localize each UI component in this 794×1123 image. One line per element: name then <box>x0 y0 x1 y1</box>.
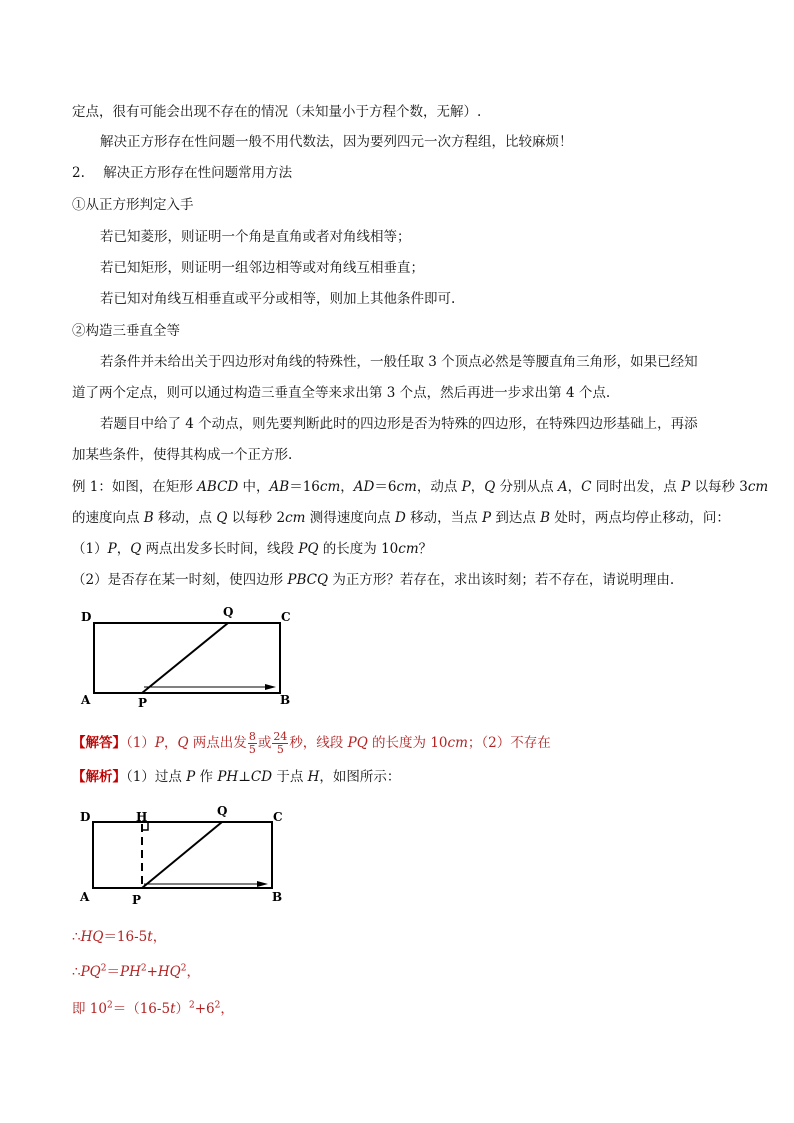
example-line: 的速度向点 B 移动，点 Q 以每秒 2cm 测得速度向点 D 移动，当点 P 到达点 B 处时，两点均停止移动，问： <box>72 510 730 526</box>
label-b: B <box>280 693 291 707</box>
example-line: 例 1：如图，在矩形 ABCD 中，AB＝16cm，AD＝6cm，动点 P，Q 分别从点 A，C 同时出发，点 P 以每秒 3cm <box>72 479 769 495</box>
method-heading: ①从正方形判定入手 <box>72 197 194 213</box>
paragraph-line: 若已知对角线互相垂直或平分或相等，则加上其他条件即可. <box>100 291 456 307</box>
arrow-head-icon <box>257 881 268 887</box>
question-1: （1）P，Q 两点出发多长时间，线段 PQ 的长度为 10cm？ <box>72 541 433 557</box>
arrow-head-icon <box>265 684 276 690</box>
label-c: C <box>281 610 291 624</box>
paragraph-line: 定点，很有可能会出现不存在的情况（未知量小于方程个数，无解）. <box>72 104 482 120</box>
label-c: C <box>273 810 283 824</box>
analysis-tag: 【解析】 <box>72 769 126 785</box>
paragraph-line: 道了两个定点，则可以通过构造三垂直全等来求出第 3 个点，然后再进一步求出第 4 个点. <box>72 385 611 401</box>
solution-step-1: ∴HQ＝16-5t， <box>72 929 167 945</box>
solution-step-2: $\therefore PQ^2=PH^2+HQ^2$， <box>72 963 200 980</box>
rectangle-abcd <box>94 623 280 693</box>
paragraph-line: 解决正方形存在性问题一般不用代数法，因为要列四元一次方程组，比较麻烦！ <box>100 134 573 150</box>
solution-step-3: 即 $10^2=(16-5t)^2+6^2$， <box>72 1000 234 1017</box>
label-b: B <box>272 890 283 904</box>
section-title: 解决正方形存在性问题常用方法 <box>103 165 293 181</box>
section-heading <box>72 164 292 182</box>
label-d: D <box>81 610 92 624</box>
figure-2-rectangle <box>72 800 302 912</box>
answer-tag: 【解答】 <box>72 735 126 751</box>
answer-line: 【解答】（1）P，Q 两点出发 $\frac{8}{5}$ 或 $\frac{24}{5}$ 秒，线段 PQ 的长度为 10cm；（2）不存在 <box>72 730 551 756</box>
paragraph-line: 若已知矩形，则证明一组邻边相等或对角线互相垂直； <box>100 260 424 276</box>
label-p: P <box>138 696 148 710</box>
paragraph-line: 若已知菱形，则证明一个角是直角或者对角线相等； <box>100 229 411 245</box>
label-q: Q <box>223 605 234 619</box>
label-h: H <box>136 810 148 824</box>
label-q: Q <box>217 804 228 818</box>
label-d: D <box>80 810 91 824</box>
method-heading: ②构造三垂直全等 <box>72 323 180 339</box>
paragraph-line: 加某些条件，使得其构成一个正方形. <box>72 447 293 463</box>
paragraph-line: 若条件并未给出关于四边形对角线的特殊性，一般任取 3 个顶点必然是等腰直角三角形，如果已经知 <box>100 354 698 370</box>
analysis-line: 【解析】（1）过点 P 作 PH⊥CD 于点 H，如图所示： <box>72 769 401 785</box>
segment-pq <box>142 623 228 693</box>
label-p: P <box>132 893 142 907</box>
section-number: 2. <box>72 165 85 181</box>
question-2: （2）是否存在某一时刻，使四边形 PBCQ 为正方形？若存在，求出该时刻；若不存在，请说明理由. <box>72 572 675 588</box>
fraction-8-5: $\frac{8}{5}$ <box>248 730 256 756</box>
paragraph-line: 若题目中给了 4 个动点，则先要判断此时的四边形是否为特殊的四边形，在特殊四边形基础上，再添 <box>100 416 698 432</box>
fraction-24-5: $\frac{24}{5}$ <box>273 730 288 756</box>
label-a: A <box>80 890 90 904</box>
figure-1-rectangle <box>72 600 312 712</box>
label-a: A <box>81 693 91 707</box>
segment-pq <box>142 822 222 888</box>
